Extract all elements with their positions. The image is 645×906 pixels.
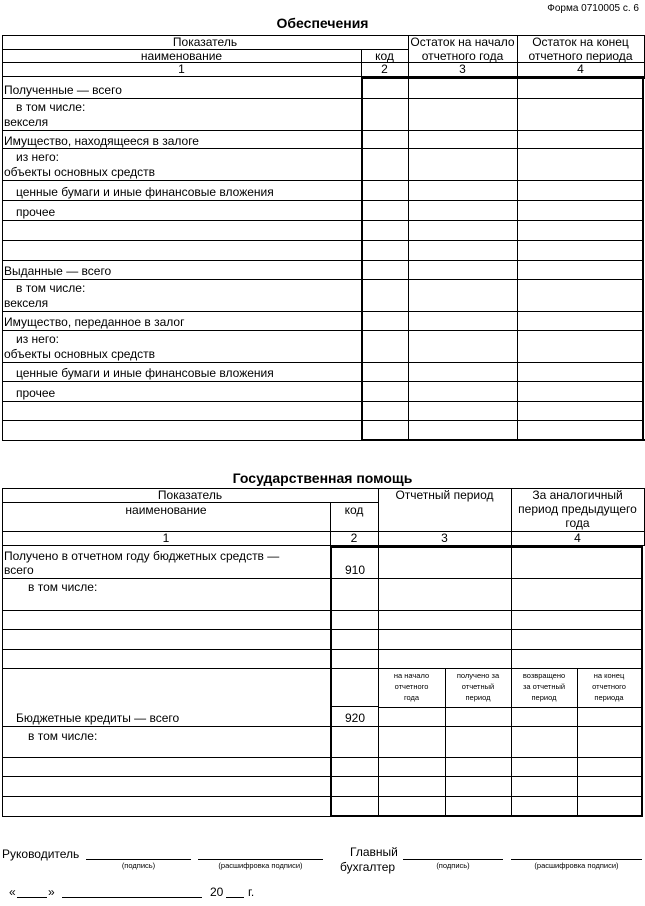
year-line[interactable]: [226, 897, 244, 898]
head-decode-line[interactable]: [198, 859, 323, 860]
indicator-header: Показатель: [172, 35, 238, 49]
row-label: объекты основных средств: [4, 347, 156, 361]
sub-header-start: года: [403, 693, 420, 702]
prev-period-header-2: период предыдущего: [518, 502, 637, 516]
sub-header-returned: за отчетный: [522, 682, 566, 691]
chief-label-2: бухгалтер: [340, 860, 396, 874]
year-suffix: г.: [248, 885, 255, 899]
signature-caption: (подпись): [436, 861, 470, 870]
row-label: Получено в отчетном году бюджетных средств —: [4, 549, 280, 563]
section-title-collateral: Обеспечения: [276, 15, 369, 31]
decode-caption: (расшифровка подписи): [534, 861, 619, 870]
form-reference: Форма 0710005 с. 6: [547, 3, 639, 14]
column-number: 2: [381, 62, 388, 76]
row-code: 920: [344, 711, 366, 725]
row-label: всего: [4, 563, 34, 577]
month-line[interactable]: [62, 897, 202, 898]
column-number: 3: [441, 531, 448, 545]
prev-period-header-3: года: [565, 516, 590, 530]
row-label: Имущество, переданное в залог: [4, 315, 185, 329]
row-label: векселя: [4, 115, 49, 129]
chief-decode-line[interactable]: [511, 859, 642, 860]
head-signature-line[interactable]: [86, 859, 191, 860]
end-balance-header-2: отчетного периода: [528, 49, 633, 63]
head-label: Руководитель: [2, 847, 80, 861]
chief-label-1: Главный: [350, 845, 398, 859]
column-number: 4: [577, 62, 584, 76]
end-balance-header-1: Остаток на конец: [532, 35, 629, 49]
row-label: в том числе:: [16, 100, 86, 114]
start-balance-header-2: отчетного года: [421, 49, 504, 63]
column-number: 1: [178, 62, 185, 76]
row-label: ценные бумаги и иные финансовые вложения: [16, 185, 274, 199]
day-line[interactable]: [17, 897, 47, 898]
row-label: прочее: [16, 386, 56, 400]
sub-header-returned: период: [531, 693, 557, 702]
sub-header-received: отчетный: [461, 682, 495, 691]
column-number: 4: [574, 531, 581, 545]
row-code: 910: [344, 563, 366, 577]
indicator-header: Показатель: [157, 488, 223, 502]
column-number: 2: [350, 531, 358, 545]
sub-header-received: период: [465, 693, 491, 702]
row-label: векселя: [4, 296, 49, 310]
sub-header-start: отчетного: [394, 682, 429, 691]
quote-open: «: [9, 885, 16, 899]
row-label: из него:: [16, 332, 59, 346]
section-title-state-aid: Государственная помощь: [232, 470, 413, 486]
row-label: объекты основных средств: [4, 165, 156, 179]
row-label: Имущество, находящееся в залоге: [4, 134, 199, 148]
name-header: наименование: [140, 49, 223, 63]
quote-close: »: [48, 885, 55, 899]
decode-caption: (расшифровка подписи): [218, 861, 303, 870]
row-label: Бюджетные кредиты — всего: [16, 711, 180, 725]
row-label: в том числе:: [28, 729, 98, 743]
row-label: из него:: [16, 150, 59, 164]
chief-signature-line[interactable]: [403, 859, 503, 860]
signature-caption: (подпись): [121, 861, 156, 870]
start-balance-header-1: Остаток на начало: [410, 35, 515, 49]
code-header: код: [375, 49, 394, 63]
reporting-period-header: Отчетный период: [395, 488, 494, 502]
prev-period-header-1: За аналогичный: [532, 488, 623, 502]
row-label: Выданные — всего: [4, 264, 112, 278]
row-label: в том числе:: [28, 580, 98, 594]
year-prefix: 20: [210, 885, 224, 899]
sub-header-end: на конец: [593, 671, 625, 680]
code-header: код: [344, 503, 364, 517]
row-label: Полученные — всего: [4, 83, 122, 97]
sub-header-end: отчетного: [592, 682, 626, 691]
row-label: в том числе:: [16, 281, 86, 295]
row-label: прочее: [16, 205, 56, 219]
name-header: наименование: [125, 503, 207, 517]
column-number: 3: [459, 62, 466, 76]
sub-header-received: получено за: [456, 671, 500, 680]
sub-header-start: на начало: [393, 671, 430, 680]
sub-header-end: периода: [594, 693, 624, 702]
sub-header-returned: возвращено: [522, 671, 566, 680]
column-number: 1: [162, 531, 170, 545]
row-label: ценные бумаги и иные финансовые вложения: [16, 366, 274, 380]
